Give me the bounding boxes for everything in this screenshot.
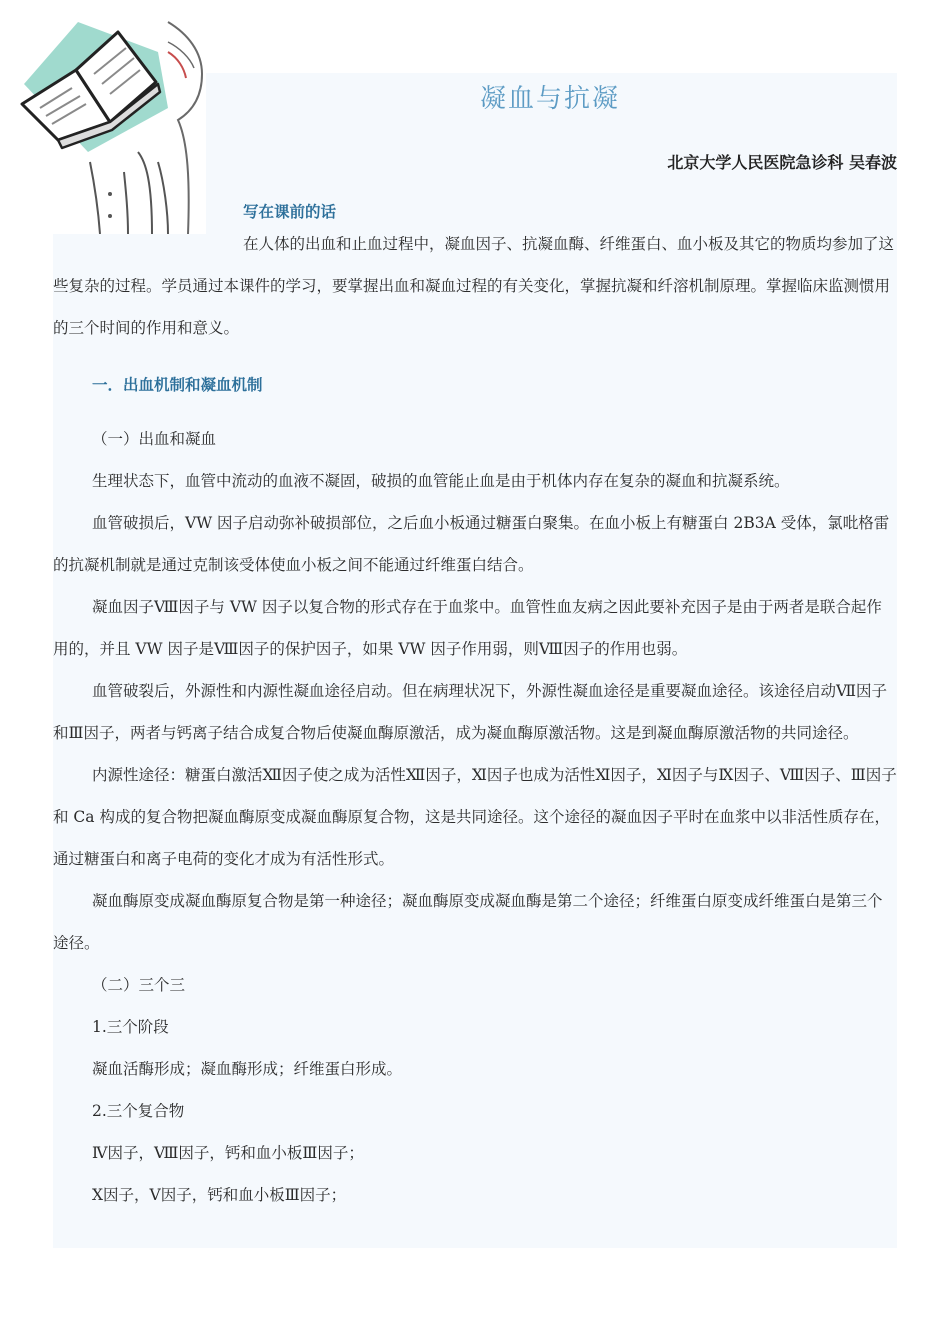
body-paragraph: 凝血活酶形成；凝血酶形成；纤维蛋白形成。 [92,1060,403,1078]
body-paragraph: 血管破裂后，外源性和内源性凝血途径启动。但在病理状况下，外源性凝血途径是重要凝血途径。该途径启动Ⅶ因子和Ⅲ因子，两者与钙离子结合成复合物后使凝血酶原激活，成为凝血酶原激活物。这是到凝血酶原激活物的共同途径。 [53,682,888,742]
list-heading: 2.三个复合物 [92,1102,185,1120]
list-heading: 1.三个阶段 [92,1018,169,1036]
author-line: 北京大学人民医院急诊科 吴春波 [667,153,897,172]
intro-heading: 写在课前的话 [243,202,337,221]
body-paragraph: 内源性途径：糖蛋白激活Ⅻ因子使之成为活性Ⅻ因子，Ⅺ因子也成为活性Ⅺ因子，Ⅺ因子与Ⅸ因子、Ⅷ因子、Ⅲ因子和 Ca 构成的复合物把凝血酶原变成凝血酶原复合物，这是共同途径。这个途径的凝血因子平时在血浆中以非活性质存在，通过糖蛋白和离子电荷的变化才成为有活性形式。 [53,766,897,868]
document-body [53,418,897,1216]
subsection-heading: （一）出血和凝血 [92,430,217,448]
subsection-heading: （二）三个三 [92,976,186,994]
section-heading: 一．出血机制和凝血机制 [92,375,263,394]
document-title: 凝血与抗凝 [480,84,621,114]
list-item: Ⅹ因子，Ⅴ因子，钙和血小板Ⅲ因子； [92,1186,347,1204]
body-paragraph: 生理状态下，血管中流动的血液不凝固，破损的血管能止血是由于机体内存在复杂的凝血和抗凝系统。 [92,472,790,490]
body-paragraph: 凝血酶原变成凝血酶原复合物是第一种途径；凝血酶原变成凝血酶是第二个途径；纤维蛋白原变成纤维蛋白是第三个途径。 [53,892,883,952]
body-paragraph: 凝血因子Ⅷ因子与 VW 因子以复合物的形式存在于血浆中。血管性血友病之因此要补充因子是由于两者是联合起作用的，并且 VW 因子是Ⅷ因子的保护因子，如果 VW 因子作用弱，则Ⅷ因子的作用也弱。 [53,598,882,658]
body-paragraph: 血管破损后，VW 因子启动弥补破损部位，之后血小板通过糖蛋白聚集。在血小板上有糖蛋白 2B3A 受体，氯吡格雷的抗凝机制就是通过克制该受体使血小板之间不能通过纤维蛋白结合。 [53,514,890,574]
open-book-doctor-icon [18,12,206,234]
intro-paragraph: 在人体的出血和止血过程中，凝血因子、抗凝血酶、纤维蛋白、血小板及其它的物质均参加了这些复杂的过程。学员通过本课件的学习，要掌握出血和凝血过程的有关变化，掌握抗凝和纤溶机制原理。掌握临床监测惯用的三个时间的作用和意义。 [53,235,895,337]
list-item: Ⅳ因子，Ⅷ因子，钙和血小板Ⅲ因子； [92,1144,364,1162]
